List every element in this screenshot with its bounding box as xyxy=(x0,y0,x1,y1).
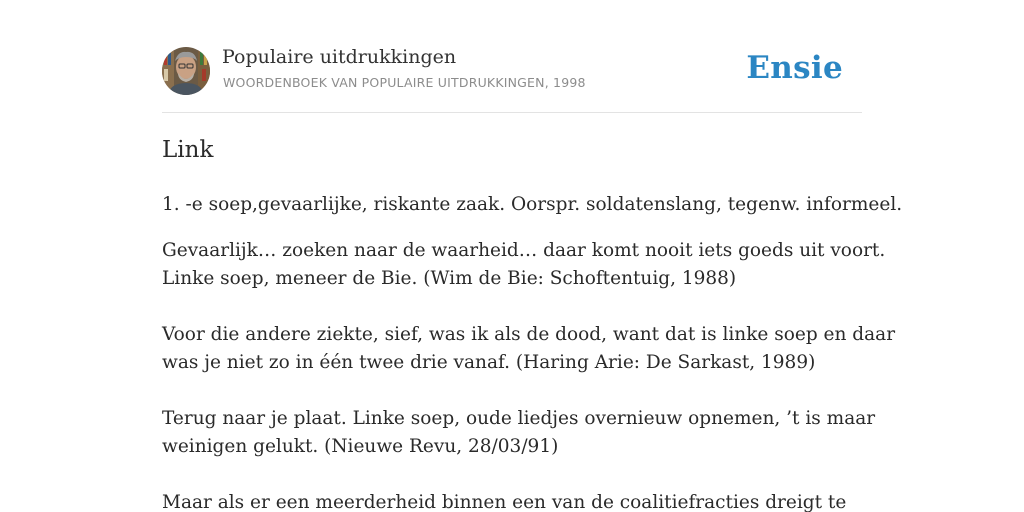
source-header xyxy=(162,0,862,113)
source-subtitle: WOORDENBOEK VAN POPULAIRE UITDRUKKINGEN, 1998 xyxy=(223,75,586,90)
quote-line: Linke soep, meneer de Bie. (Wim de Bie: Schoftentuig, 1988) xyxy=(162,268,737,289)
quote-line: weinigen gelukt. (Nieuwe Revu, 28/03/91) xyxy=(162,436,559,457)
entry-card xyxy=(162,0,903,512)
source-title[interactable]: Populaire uitdrukkingen xyxy=(222,46,457,68)
quote-line: Maar als er een meerderheid binnen een van de coalitiefracties dreigt te xyxy=(162,492,847,512)
quote-item xyxy=(162,489,862,512)
quote-line: Terug naar je plaat. Linke soep, oude liedjes overnieuw opnemen, ’t is maar xyxy=(162,408,876,429)
quote-item xyxy=(162,237,886,293)
author-portrait-icon[interactable] xyxy=(162,47,210,95)
quote-item xyxy=(162,405,876,461)
quote-list xyxy=(162,237,896,512)
entry-title: Link xyxy=(162,137,214,163)
quote-line: Gevaarlijk… zoeken naar de waarheid… daar komt nooit iets goeds uit voort. xyxy=(162,240,886,261)
quote-line: Voor die andere ziekte, sief, was ik als de dood, want dat is linke soep en daar xyxy=(162,324,896,345)
ensie-logo[interactable]: Ensie xyxy=(746,50,843,86)
quote-item xyxy=(162,321,896,377)
entry-definition: 1. -e soep,gevaarlijke, riskante zaak. Oorspr. soldatenslang, tegenw. informeel. xyxy=(162,194,903,215)
quote-line: was je niet zo in één twee drie vanaf. (Haring Arie: De Sarkast, 1989) xyxy=(162,352,816,373)
